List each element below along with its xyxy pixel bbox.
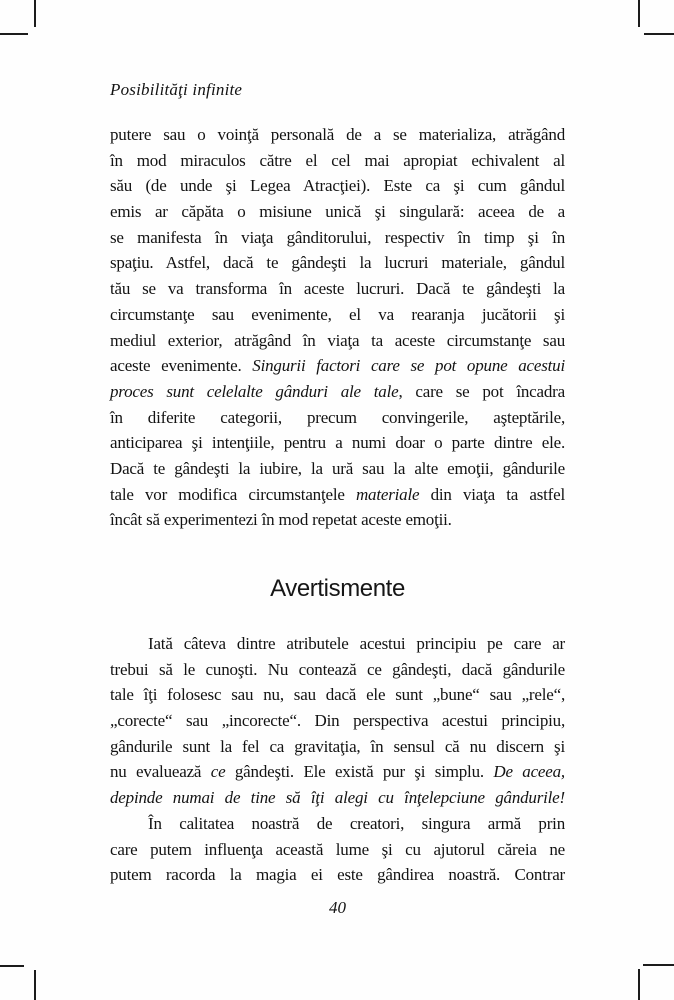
text-segment: tale vor modifica circumstanţele [110, 484, 356, 504]
text-line [110, 430, 565, 456]
text-segment: trebui să le cunoşti. Nu contează ce gândeşti, dacă gândurile [110, 659, 565, 679]
text-line [110, 250, 565, 276]
italic-text-segment: ce [210, 762, 226, 782]
italic-text-segment: Singurii factori care se pot opune acestui [252, 356, 566, 376]
crop-mark-top-right-horizontal [644, 33, 674, 35]
text-segment: nu evaluează [110, 762, 211, 782]
crop-mark-bottom-left-vertical [34, 970, 36, 1000]
text-line [110, 657, 565, 683]
text-line [110, 456, 565, 482]
text-segment: „corecte“ sau „incorecte“. Din perspectiva acestui principiu, [110, 711, 565, 731]
text-segment: spaţiu. Astfel, dacă te gândeşti la lucruri materiale, gândul [110, 253, 565, 273]
text-segment: În calitatea noastră de creatori, singura armă prin [148, 813, 565, 833]
text-segment: anticiparea şi intenţiile, pentru a numi doar o parte dintre ele. [110, 433, 565, 453]
paragraph [110, 811, 565, 888]
text-line [110, 225, 565, 251]
crop-mark-top-left-vertical [34, 0, 36, 27]
page-number: 40 [329, 898, 346, 917]
text-line [110, 173, 565, 199]
italic-text-segment: materiale [355, 484, 420, 504]
text-line [110, 405, 565, 431]
text-line [110, 122, 565, 148]
text-line [110, 276, 565, 302]
text-line [110, 507, 565, 533]
text-line [110, 328, 565, 354]
text-segment: mediul exterior, atrăgând în viaţa ta aceste circumstanţe sau [110, 330, 565, 350]
text-line [110, 631, 565, 657]
text-segment: se manifesta în viaţa gânditorului, respectiv în timp şi în [110, 227, 565, 247]
text-segment: său (de unde şi Legea Atracţiei). Este ca şi cum gândul [110, 176, 565, 196]
text-segment: circumstanţe sau evenimente, el va rearanja jucătorii şi [110, 304, 565, 324]
text-segment: din viaţa ta astfel [419, 484, 565, 504]
crop-mark-bottom-left-horizontal [0, 965, 24, 967]
text-segment: tale îţi folosesc sau nu, sau dacă ele sunt „bune“ sau „rele“, [110, 685, 565, 705]
text-line [110, 148, 565, 174]
italic-text-segment: depinde numai de tine să îţi alegi cu înţelepciune gândurile! [110, 788, 565, 808]
page-body-text [110, 122, 565, 888]
text-segment: Dacă te gândeşti la iubire, la ură sau la alte emoţii, gândurile [110, 458, 565, 478]
text-line [110, 199, 565, 225]
text-line [110, 379, 565, 405]
text-line [110, 482, 565, 508]
text-segment: , care se pot încadra [398, 381, 565, 401]
crop-mark-top-left-horizontal [0, 33, 28, 35]
text-segment: încât să experimentezi în mod repetat aceste emoţii. [110, 510, 452, 530]
text-segment: aceste evenimente. [110, 356, 253, 376]
crop-mark-bottom-right-horizontal [643, 964, 674, 966]
text-segment: în diferite categorii, precum convingerile, aşteptările, [110, 407, 565, 427]
text-line [110, 708, 565, 734]
italic-text-segment: De aceea, [493, 762, 565, 782]
text-segment: gândurile sunt la fel ca gravitaţia, în sensul că nu discern şi [110, 736, 565, 756]
text-segment: putere sau o voinţă personală de a se materializa, atrăgând [110, 125, 565, 144]
text-segment: în mod miraculos către el cel mai apropiat echivalent al [110, 150, 565, 170]
text-line [110, 759, 565, 785]
text-segment: gândeşti. Ele există pur şi simplu. [225, 762, 494, 782]
text-line [110, 734, 565, 760]
text-line [110, 785, 565, 811]
text-line [110, 302, 565, 328]
text-segment: care putem influenţa această lume şi cu ajutorul căreia ne [110, 839, 565, 859]
text-line [110, 862, 565, 888]
text-segment: tău se va transforma în aceste lucruri. Dacă te gândeşti la [110, 279, 565, 299]
crop-mark-top-right-vertical [638, 0, 640, 27]
text-line [110, 837, 565, 863]
text-line [110, 353, 565, 379]
text-segment: putem racorda la magia ei este gândirea noastră. Contrar [110, 865, 565, 885]
crop-mark-bottom-right-vertical [638, 969, 640, 1000]
paragraph [110, 122, 565, 533]
section-heading: Avertismente [270, 575, 405, 602]
text-line [110, 811, 565, 837]
text-segment: emis ar căpăta o misiune unică şi singulară: aceea de a [110, 202, 565, 222]
paragraph [110, 631, 565, 811]
text-segment: Iată câteva dintre atributele acestui principiu pe care ar [148, 634, 565, 653]
running-header: Posibilităţi infinite [110, 80, 243, 99]
italic-text-segment: proces sunt celelalte gânduri ale tale [110, 381, 399, 401]
text-line [110, 682, 565, 708]
